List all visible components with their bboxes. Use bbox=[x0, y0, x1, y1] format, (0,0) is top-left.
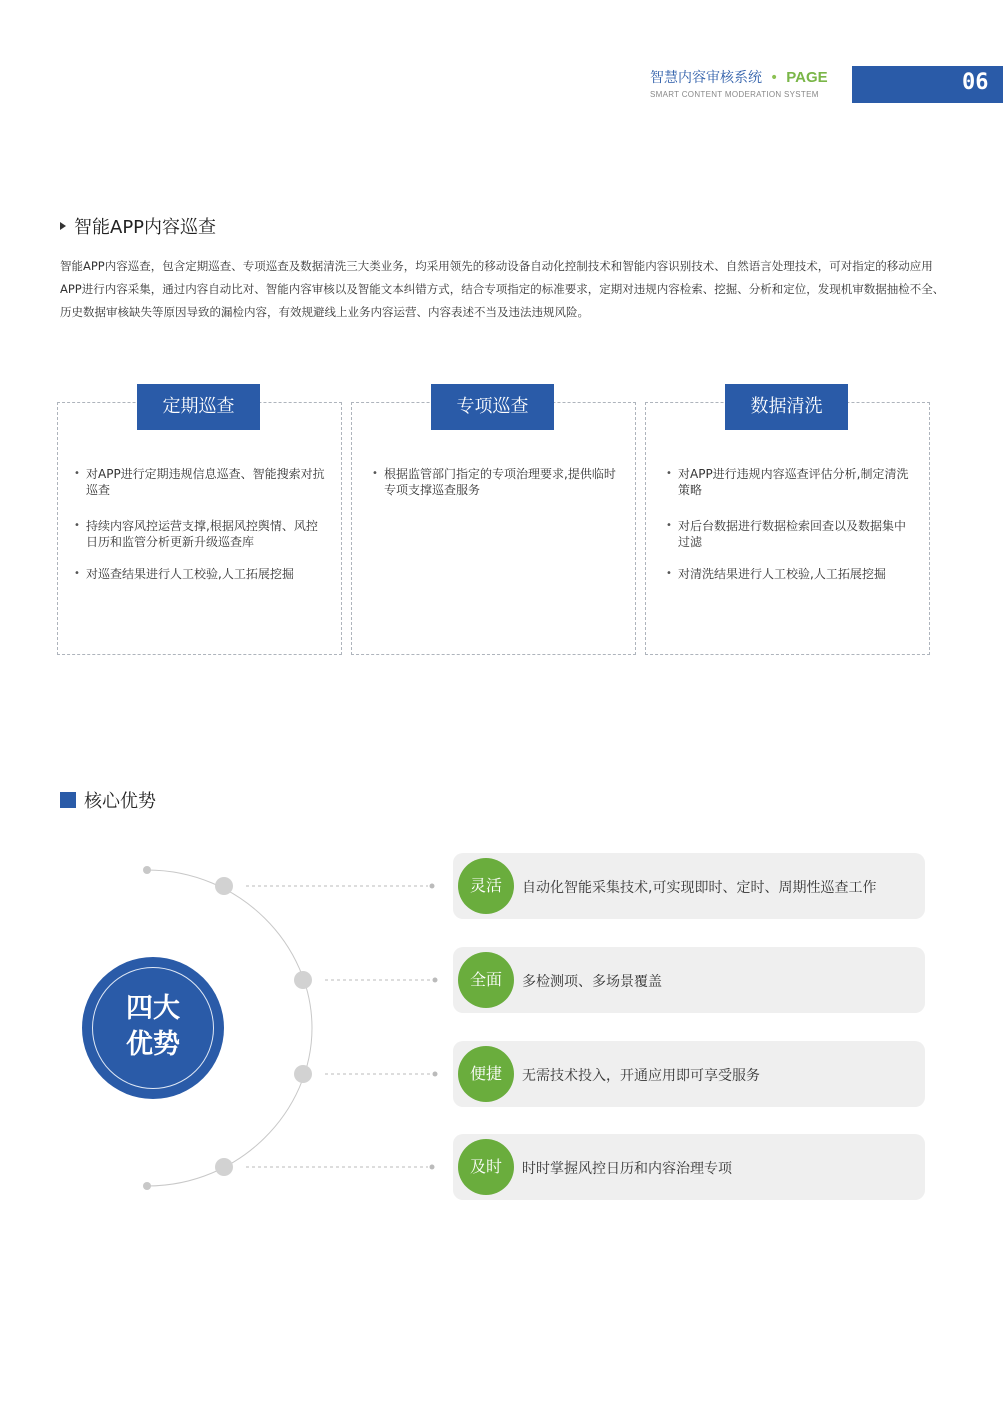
list-item: • 对清洗结果进行人工校验,人工拓展挖掘 bbox=[666, 566, 916, 582]
box-special bbox=[351, 402, 636, 655]
list-item: • 持续内容风控运营支撑,根据风控舆情、风控日历和监管分析更新升级巡查库 bbox=[74, 518, 326, 554]
connector-dot bbox=[433, 1072, 438, 1077]
box-special-list bbox=[372, 466, 622, 498]
advantage-text: 多检测项、多场景覆盖 bbox=[522, 974, 662, 990]
arc-end-dot bbox=[143, 1182, 151, 1190]
center-line1: 四大 bbox=[126, 993, 180, 1024]
box-cleaning-list bbox=[666, 466, 916, 582]
connector-dot bbox=[433, 978, 438, 983]
advantage-text: 时时掌握风控日历和内容治理专项 bbox=[522, 1161, 732, 1177]
center-line2: 优势 bbox=[126, 1029, 180, 1060]
arc-node bbox=[215, 877, 233, 895]
connector-dot bbox=[430, 884, 435, 889]
advantage-label: 全面 bbox=[458, 952, 514, 1008]
system-name: 智慧内容审核系统 bbox=[650, 70, 762, 86]
arc-end-dot bbox=[143, 866, 151, 874]
advantage-label: 灵活 bbox=[458, 858, 514, 914]
square-bullet-icon bbox=[60, 792, 76, 808]
arc-node bbox=[294, 1065, 312, 1083]
section1-paragraph: 智能APP内容巡查，包含定期巡查、专项巡查及数据清洗三大类业务，均采用领先的移动设备自动化控制技术和智能内容识别技术、自然语言处理技术，可对指定的移动应用APP进行内容采集，通过内容自动比对、智能内容审核以及智能文本纠错方式，结合专项指定的标准要求，定期对违规内容检索、挖掘、分析和定位，发现机审数据抽检不全、历史数据审核缺失等原因导致的漏检内容，有效规避线上业务内容运营、内容表述不当及违法违规风险。 bbox=[60, 259, 945, 319]
page-label: PAGE bbox=[786, 69, 828, 86]
header-subtitle: SMART CONTENT MODERATION SYSTEM bbox=[650, 90, 819, 99]
arc-node bbox=[294, 971, 312, 989]
page-number: 06 bbox=[962, 70, 989, 95]
advantage-text: 自动化智能采集技术,可实现即时、定时、周期性巡查工作 bbox=[522, 880, 877, 896]
advantage-text: 无需技术投入，开通应用即可享受服务 bbox=[522, 1068, 760, 1084]
triangle-bullet-icon bbox=[60, 222, 66, 230]
box-cleaning-title: 数据清洗 bbox=[725, 384, 848, 430]
box-periodic-title: 定期巡查 bbox=[137, 384, 260, 430]
box-special-title: 专项巡查 bbox=[431, 384, 554, 430]
list-item: • 对APP进行定期违规信息巡查、智能搜索对抗巡查 bbox=[74, 466, 326, 502]
section1-title: 智能APP内容巡查 bbox=[60, 213, 216, 239]
list-item: • 对APP进行违规内容巡查评估分析,制定清洗策略 bbox=[666, 466, 916, 502]
connector-dot bbox=[430, 1165, 435, 1170]
box-periodic-list bbox=[74, 466, 326, 582]
four-advantages-label bbox=[92, 967, 214, 1089]
advantage-label: 便捷 bbox=[458, 1046, 514, 1102]
list-item: • 对后台数据进行数据检索回查以及数据集中过滤 bbox=[666, 518, 916, 554]
header-title bbox=[650, 67, 828, 87]
section2-title: 核心优势 bbox=[60, 787, 156, 813]
list-item: • 对巡查结果进行人工校验,人工拓展挖掘 bbox=[74, 566, 326, 582]
advantage-label: 及时 bbox=[458, 1139, 514, 1195]
arc-node bbox=[215, 1158, 233, 1176]
header-dot: • bbox=[770, 70, 779, 86]
list-item: • 根据监管部门指定的专项治理要求,提供临时专项支撑巡查服务 bbox=[372, 466, 622, 498]
advantage-connector-diagram bbox=[0, 840, 460, 1210]
